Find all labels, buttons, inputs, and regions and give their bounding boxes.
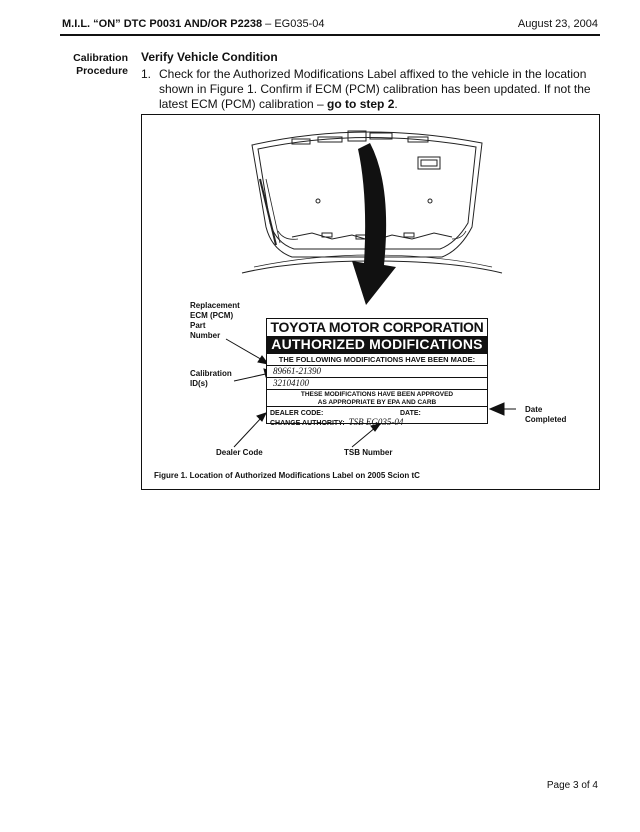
header-rule <box>60 34 600 36</box>
location-arrow <box>352 143 396 305</box>
card-modifications-made: THE FOLLOWING MODIFICATIONS HAVE BEEN MADE: <box>267 353 487 365</box>
card-approval-line2: AS APPROPRIATE BY EPA AND CARB <box>317 398 437 406</box>
card-calibration-id: 32104100 <box>267 377 487 389</box>
page-number: Page 3 of 4 <box>546 780 598 791</box>
header-doc-id: – EG035-04 <box>265 18 325 30</box>
label-date-line1: Date <box>525 405 543 414</box>
label-calibration-line1: Calibration <box>190 369 232 378</box>
card-change-authority-label: CHANGE AUTHORITY: <box>270 420 345 427</box>
card-date-label: DATE: <box>400 410 421 417</box>
card-dealer-section <box>267 406 487 428</box>
label-date-completed <box>525 405 566 425</box>
label-calibration-line2: ID(s) <box>190 379 208 388</box>
card-change-authority-value: TSB EG035-04 <box>348 417 404 427</box>
label-replacement-line1: Replacement <box>190 301 240 310</box>
step-1 <box>141 67 596 112</box>
card-approval-line1: THESE MODIFICATIONS HAVE BEEN APPROVED <box>300 391 454 398</box>
label-tsb-number: TSB Number <box>344 448 393 457</box>
card-company: TOYOTA MOTOR CORPORATION <box>270 319 484 335</box>
figure-caption: Figure 1. Location of Authorized Modifications Label on 2005 Scion tC <box>154 471 420 480</box>
step-title: Verify Vehicle Condition <box>141 50 278 64</box>
card-part-number: 89661-21390 <box>267 365 487 377</box>
label-replacement-line2: ECM (PCM) <box>190 311 234 320</box>
header-title-group <box>62 18 324 30</box>
authorized-modifications-label <box>266 318 488 427</box>
header-date: August 23, 2004 <box>517 18 598 30</box>
card-approval <box>267 389 487 406</box>
label-date-line2: Completed <box>525 415 567 424</box>
step-text-end: . <box>394 97 398 111</box>
label-replacement-line4: Number <box>190 331 221 340</box>
figure-1 <box>141 114 600 490</box>
card-dealer-code-label: DEALER CODE: <box>270 410 324 417</box>
step-link-text: go to step 2 <box>327 97 395 111</box>
page-header <box>62 18 598 34</box>
card-banner: AUTHORIZED MODIFICATIONS <box>267 336 487 353</box>
label-calibration <box>190 369 232 389</box>
step-text-body: Check for the Authorized Modifications Label affixed to the vehicle in the location shown in Figure 1. Confirm if ECM (PCM) calibration has been updated. If not the latest ECM (PCM) calibration – <box>159 67 591 111</box>
step-number: 1. <box>141 67 152 81</box>
header-title: M.I.L. “ON” DTC P0031 AND/OR P2238 <box>62 18 263 30</box>
label-replacement <box>190 301 240 341</box>
side-label: Calibration Procedure <box>73 52 128 77</box>
label-replacement-line3: Part <box>190 321 206 330</box>
step-text <box>159 67 596 112</box>
label-dealer-code: Dealer Code <box>216 448 263 457</box>
